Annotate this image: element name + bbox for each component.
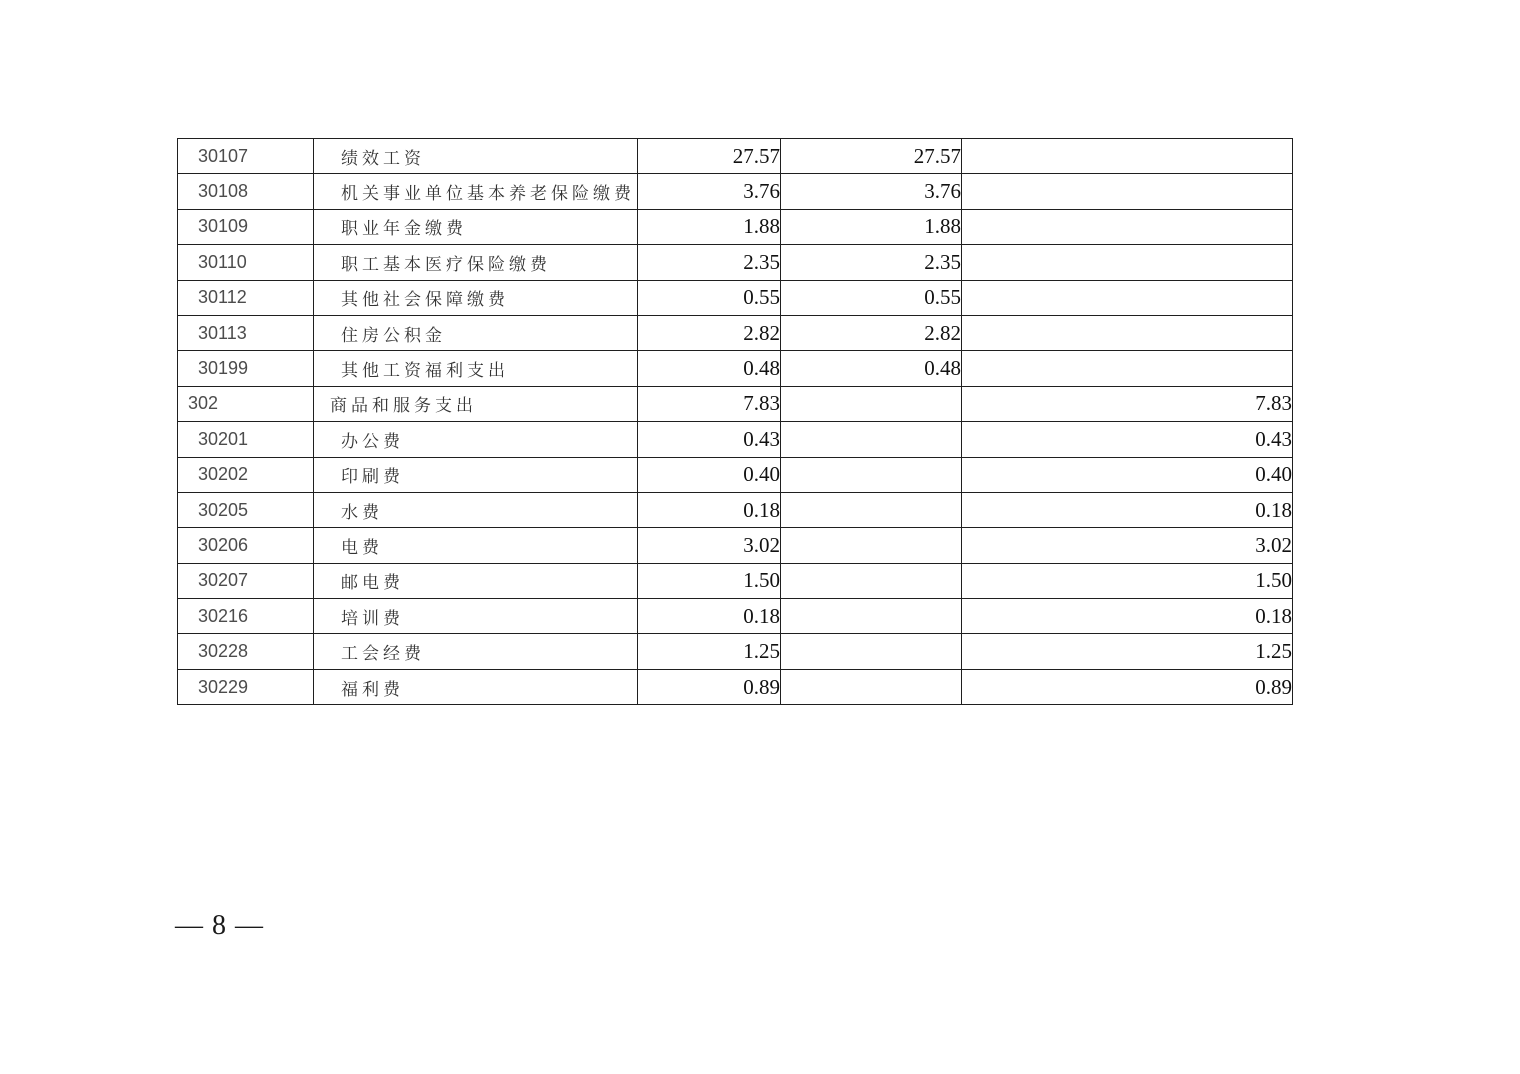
- name-cell: 水费: [314, 492, 638, 527]
- value-cell-3: [962, 139, 1293, 174]
- code-cell: 30112: [178, 280, 314, 315]
- table-row: [178, 457, 1293, 492]
- code-cell: 30207: [178, 563, 314, 598]
- name-cell: 其他工资福利支出: [314, 351, 638, 386]
- value-cell-3: 3.02: [962, 528, 1293, 563]
- value-cell-3: [962, 209, 1293, 244]
- value-cell-2: [781, 422, 962, 457]
- value-cell-3: [962, 174, 1293, 209]
- value-cell-2: 2.82: [781, 315, 962, 350]
- name-cell: 办公费: [314, 422, 638, 457]
- name-cell: 绩效工资: [314, 139, 638, 174]
- table-row: [178, 315, 1293, 350]
- value-cell-2: [781, 528, 962, 563]
- table-row: [178, 563, 1293, 598]
- value-cell-1: 2.82: [638, 315, 781, 350]
- value-cell-1: 1.88: [638, 209, 781, 244]
- value-cell-1: 3.02: [638, 528, 781, 563]
- value-cell-1: 0.18: [638, 599, 781, 634]
- table-row: [178, 280, 1293, 315]
- code-cell: 30216: [178, 599, 314, 634]
- code-cell: 30201: [178, 422, 314, 457]
- value-cell-2: 27.57: [781, 139, 962, 174]
- code-cell: 30110: [178, 245, 314, 280]
- name-cell: 职工基本医疗保险缴费: [314, 245, 638, 280]
- table-row: [178, 351, 1293, 386]
- table-row: [178, 599, 1293, 634]
- table-row: [178, 634, 1293, 669]
- value-cell-3: 0.40: [962, 457, 1293, 492]
- table-row: [178, 386, 1293, 421]
- table-row: [178, 492, 1293, 527]
- value-cell-1: 0.89: [638, 669, 781, 704]
- value-cell-2: 2.35: [781, 245, 962, 280]
- code-cell: 30205: [178, 492, 314, 527]
- value-cell-2: [781, 492, 962, 527]
- value-cell-1: 1.25: [638, 634, 781, 669]
- budget-table-body: [178, 139, 1293, 705]
- name-cell: 福利费: [314, 669, 638, 704]
- value-cell-2: [781, 634, 962, 669]
- code-cell: 302: [178, 386, 314, 421]
- value-cell-3: 7.83: [962, 386, 1293, 421]
- value-cell-2: 1.88: [781, 209, 962, 244]
- code-cell: 30199: [178, 351, 314, 386]
- value-cell-1: 0.43: [638, 422, 781, 457]
- value-cell-2: 3.76: [781, 174, 962, 209]
- name-cell: 电费: [314, 528, 638, 563]
- name-cell: 印刷费: [314, 457, 638, 492]
- name-cell: 商品和服务支出: [314, 386, 638, 421]
- table-row: [178, 139, 1293, 174]
- name-cell: 机关事业单位基本养老保险缴费: [314, 174, 638, 209]
- code-cell: 30228: [178, 634, 314, 669]
- value-cell-2: [781, 599, 962, 634]
- value-cell-3: 1.50: [962, 563, 1293, 598]
- code-cell: 30113: [178, 315, 314, 350]
- value-cell-1: 27.57: [638, 139, 781, 174]
- value-cell-2: [781, 386, 962, 421]
- value-cell-1: 0.48: [638, 351, 781, 386]
- value-cell-3: 0.43: [962, 422, 1293, 457]
- value-cell-3: 0.89: [962, 669, 1293, 704]
- code-cell: 30107: [178, 139, 314, 174]
- value-cell-3: 0.18: [962, 599, 1293, 634]
- value-cell-1: 2.35: [638, 245, 781, 280]
- value-cell-2: 0.55: [781, 280, 962, 315]
- value-cell-1: 0.55: [638, 280, 781, 315]
- value-cell-2: 0.48: [781, 351, 962, 386]
- value-cell-1: 3.76: [638, 174, 781, 209]
- value-cell-1: 7.83: [638, 386, 781, 421]
- value-cell-3: 1.25: [962, 634, 1293, 669]
- value-cell-3: [962, 351, 1293, 386]
- value-cell-3: [962, 315, 1293, 350]
- value-cell-2: [781, 669, 962, 704]
- value-cell-2: [781, 457, 962, 492]
- table-row: [178, 209, 1293, 244]
- table-row: [178, 528, 1293, 563]
- name-cell: 职业年金缴费: [314, 209, 638, 244]
- code-cell: 30229: [178, 669, 314, 704]
- value-cell-1: 0.18: [638, 492, 781, 527]
- table-row: [178, 422, 1293, 457]
- value-cell-2: [781, 563, 962, 598]
- name-cell: 培训费: [314, 599, 638, 634]
- value-cell-3: [962, 280, 1293, 315]
- name-cell: 住房公积金: [314, 315, 638, 350]
- table-row: [178, 669, 1293, 704]
- code-cell: 30109: [178, 209, 314, 244]
- value-cell-3: 0.18: [962, 492, 1293, 527]
- table-row: [178, 245, 1293, 280]
- budget-expenditure-table: [177, 138, 1293, 705]
- name-cell: 邮电费: [314, 563, 638, 598]
- value-cell-3: [962, 245, 1293, 280]
- name-cell: 其他社会保障缴费: [314, 280, 638, 315]
- value-cell-1: 0.40: [638, 457, 781, 492]
- name-cell: 工会经费: [314, 634, 638, 669]
- code-cell: 30108: [178, 174, 314, 209]
- table-row: [178, 174, 1293, 209]
- code-cell: 30206: [178, 528, 314, 563]
- page-number: — 8 —: [175, 910, 264, 941]
- value-cell-1: 1.50: [638, 563, 781, 598]
- code-cell: 30202: [178, 457, 314, 492]
